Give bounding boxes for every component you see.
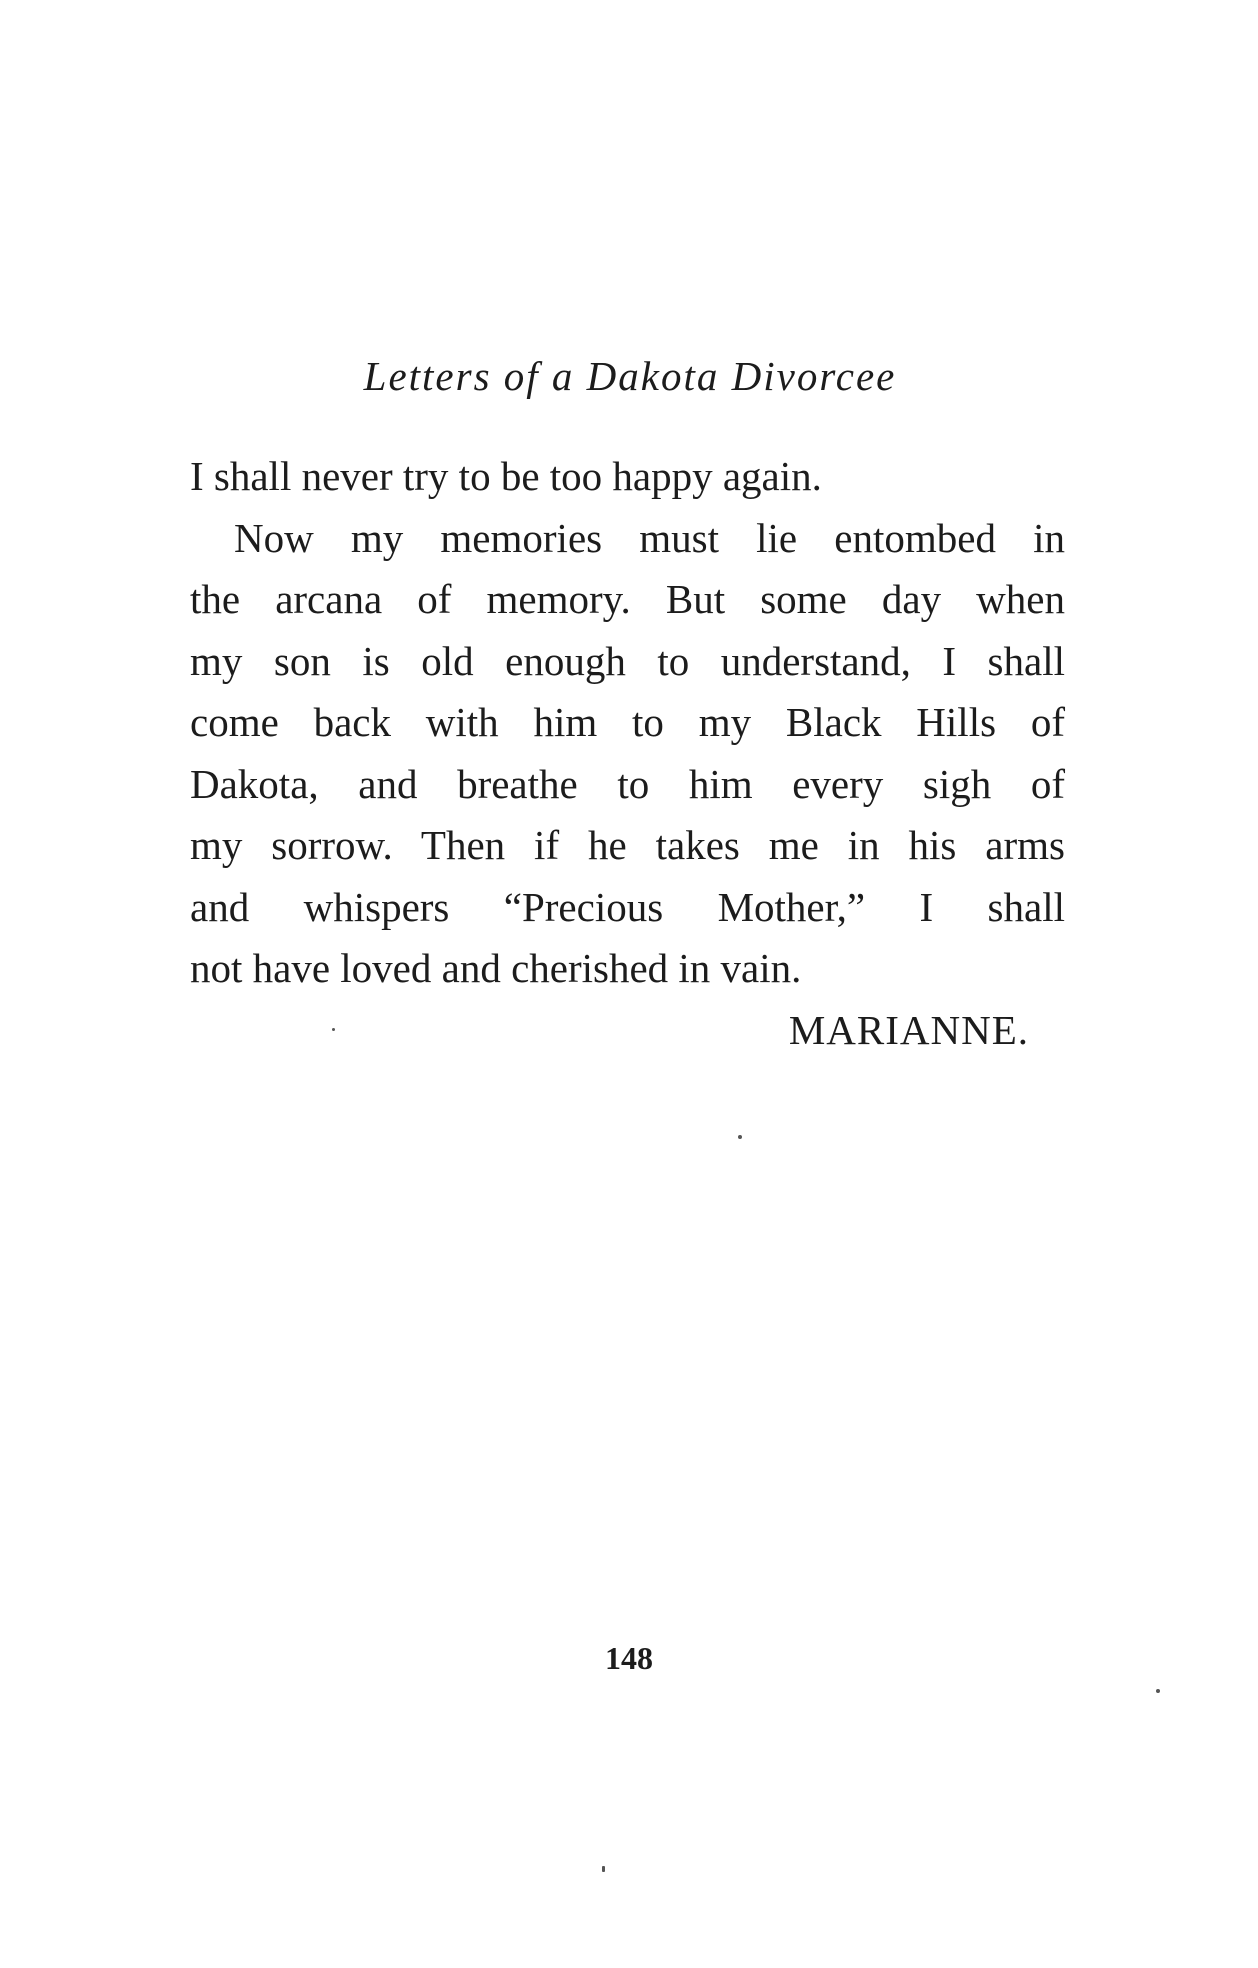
page-number: 148 bbox=[605, 1640, 653, 1676]
body-line: my sorrow. Then if he takes me in his arms bbox=[190, 822, 1065, 868]
body-text bbox=[190, 446, 1065, 1061]
scan-speck bbox=[602, 1866, 605, 1872]
body-line: my son is old enough to understand, I shall bbox=[190, 637, 1065, 684]
body-line: not have loved and cherished in vain. bbox=[190, 945, 802, 991]
scan-speck bbox=[738, 1135, 742, 1139]
body-line: I shall never try to be too happy again. bbox=[190, 453, 822, 499]
scan-speck bbox=[332, 1028, 335, 1031]
body-line: Now my memories must lie entombed in bbox=[234, 514, 1065, 561]
signature: MARIANNE. bbox=[788, 1006, 1029, 1053]
running-head: Letters of a Dakota Divorcee bbox=[363, 353, 897, 399]
body-line: come back with him to my Black Hills of bbox=[190, 699, 1065, 745]
scan-speck bbox=[1156, 1689, 1160, 1693]
body-line: and whispers “Precious Mother,” I shall bbox=[190, 883, 1065, 930]
body-line: the arcana of memory. But some day when bbox=[190, 576, 1065, 622]
body-line: Dakota, and breathe to him every sigh of bbox=[190, 760, 1065, 807]
